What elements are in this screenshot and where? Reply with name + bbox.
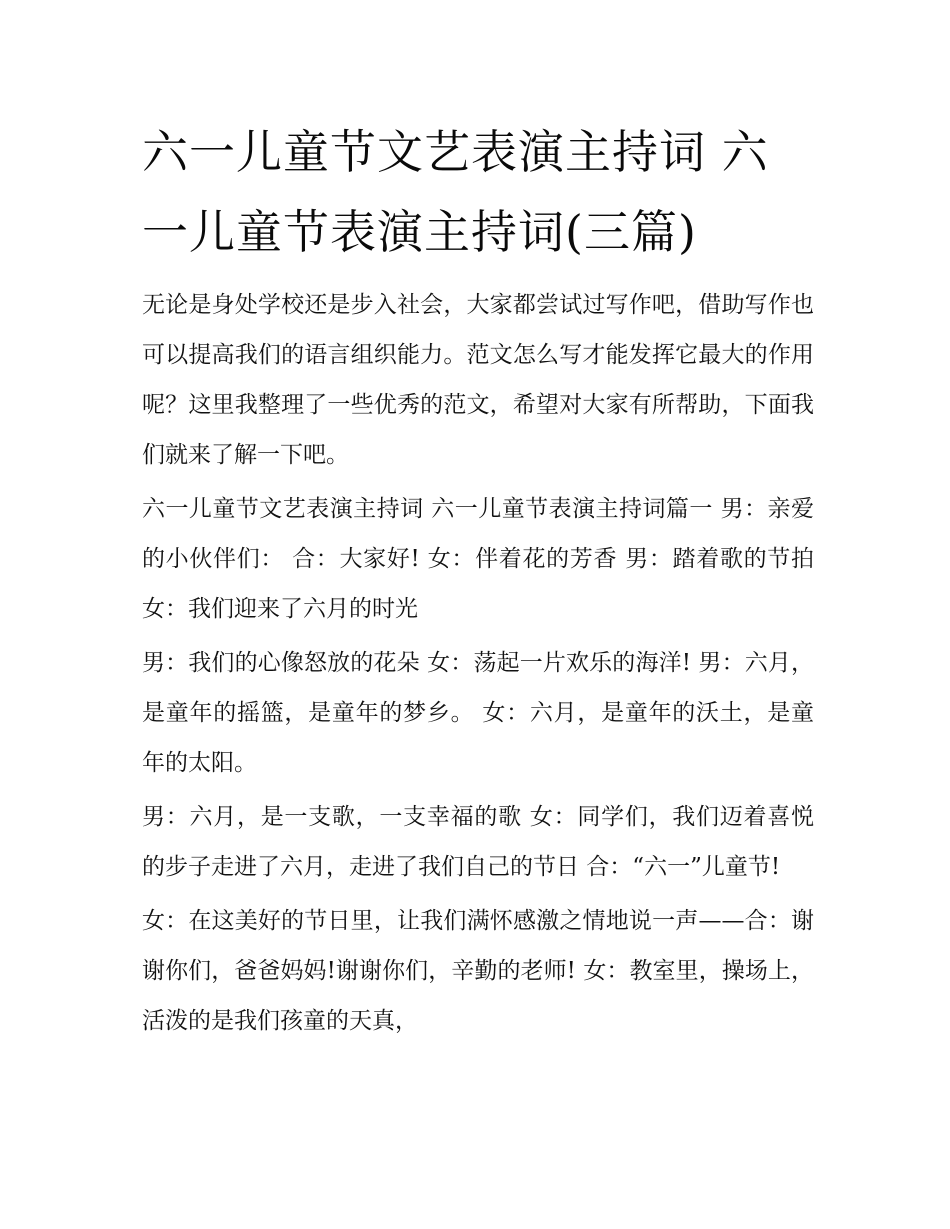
paragraph-intro: 无论是身处学校还是步入社会，大家都尝试过写作吧，借助写作也可以提高我们的语言组织能力。范文怎么写才能发挥它最大的作用呢？这里我整理了一些优秀的范文，希望对大家有所帮助，下面我们就来了解一下吧。: [142, 292, 814, 468]
document-title: 六一儿童节文艺表演主持词 六一儿童节表演主持词(三篇): [142, 125, 769, 259]
document-body: [142, 280, 814, 1046]
paragraph-thanks: 女：在这美好的节日里，让我们满怀感激之情地说一声——合：谢谢你们，爸爸妈妈!谢谢你们，辛勤的老师! 女：教室里，操场上，活泼的是我们孩童的天真，: [142, 908, 814, 1034]
paragraph-june-song: 男：六月，是一支歌，一支幸福的歌 女：同学们，我们迈着喜悦的步子走进了六月，走进了我们自己的节日 合：“六一”儿童节!: [142, 804, 814, 880]
paragraph-june-flowers: 男：我们的心像怒放的花朵 女：荡起一片欢乐的海洋! 男：六月，是童年的摇篮，是童年的梦乡。 女：六月，是童年的沃土，是童年的太阳。: [142, 650, 814, 776]
document-page: [142, 112, 814, 1050]
paragraph-opening: 六一儿童节文艺表演主持词 六一儿童节表演主持词篇一 男：亲爱的小伙伴们： 合：大家好! 女：伴着花的芳香 男：踏着歌的节拍 女：我们迎来了六月的时光: [142, 496, 814, 622]
